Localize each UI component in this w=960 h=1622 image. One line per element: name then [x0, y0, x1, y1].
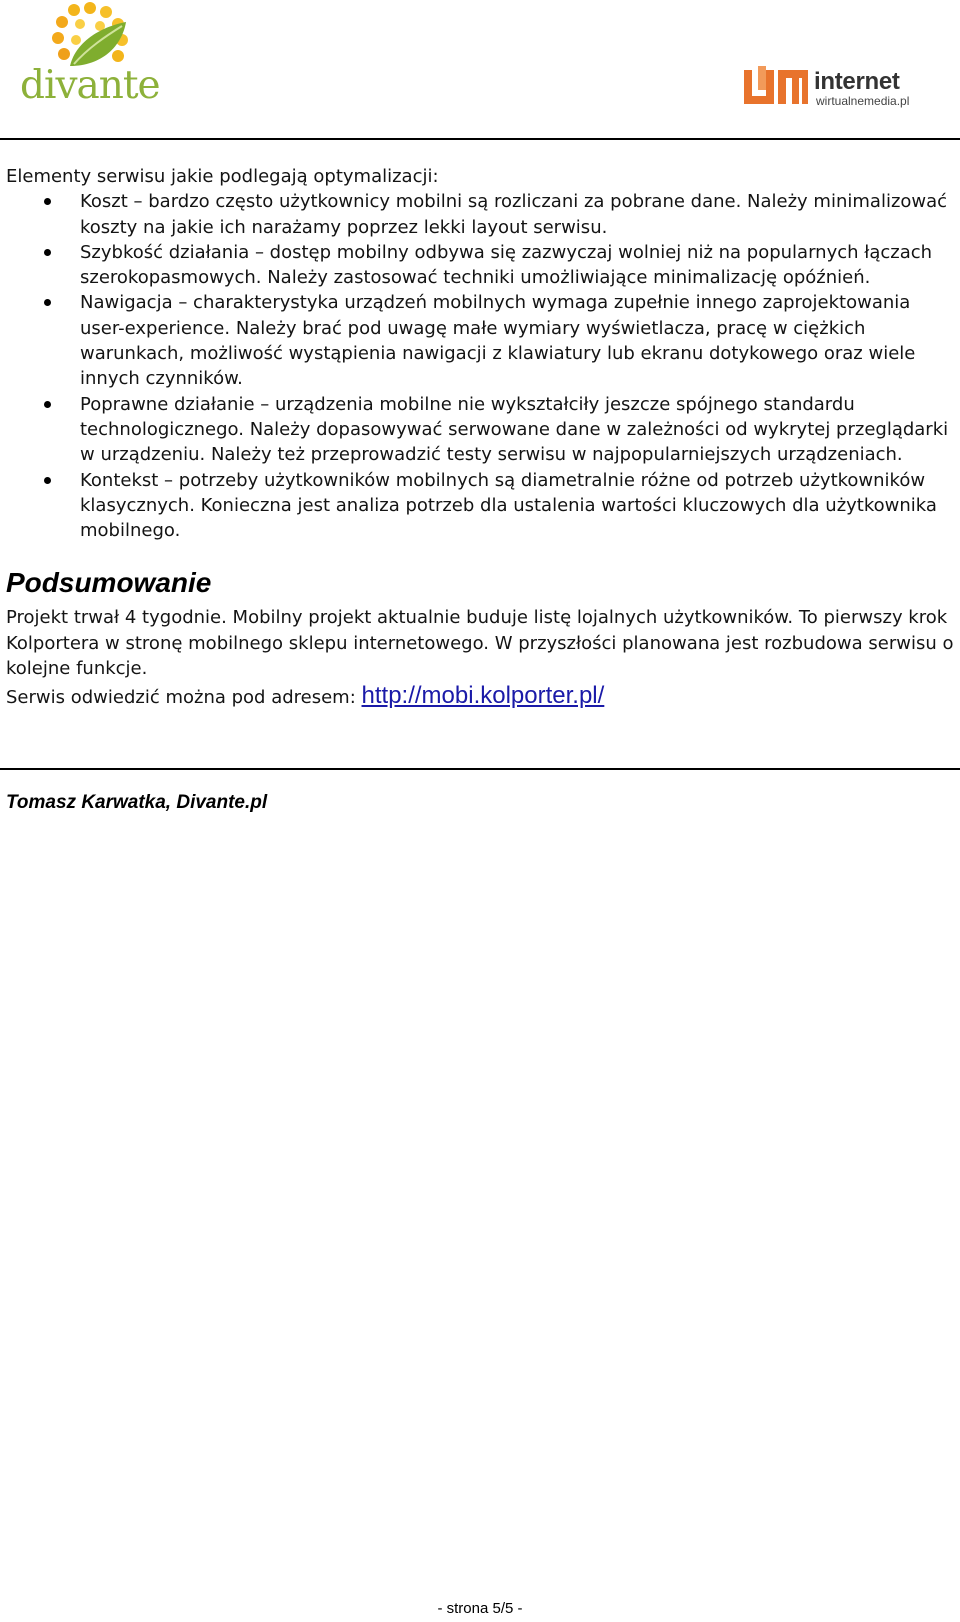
divante-logo	[18, 0, 164, 118]
list-item	[6, 392, 956, 468]
bullet-icon	[44, 198, 51, 205]
author-signature: Tomasz Karwatka, Divante.pl	[6, 792, 268, 813]
list-item-text: Kontekst – potrzeby użytkowników mobilnych są diametralnie różne od potrzeb użytkowników klasycznych. Konieczna jest analiza potrzeb dla ustalenia wartości kluczowych dla użytkownika mobilnego.	[80, 469, 937, 542]
site-link[interactable]: http://mobi.kolporter.pl/	[361, 682, 605, 710]
list-item-text: Poprawne działanie – urządzenia mobilne nie wykształciły jeszcze spójnego standardu technologicznego. Należy dopasowywać serwowane dane w zależności od wykrytej przeglądarki w urządzeniu. Należy też przeprowadzić testy serwisu w najpopularniejszych urządzeniach.	[80, 393, 949, 466]
bullet-icon	[44, 299, 51, 306]
document-body	[6, 164, 956, 711]
page-header	[0, 0, 960, 140]
optimization-list	[6, 189, 956, 543]
divante-wordmark: divante	[20, 63, 160, 108]
list-item-text: Szybkość działania – dostęp mobilny odbywa się zazwyczaj wolniej niż na popularnych łączach szerokopasmowych. Należy zastosować techniki umożliwiające minimalizację opóźnień.	[80, 241, 933, 289]
section-title-summary: Podsumowanie	[6, 567, 212, 599]
author-divider	[0, 768, 960, 770]
wm-sub-text: wirtualnemedia.pl	[816, 94, 910, 108]
page-footer: - strona 5/5 -	[437, 1600, 523, 1617]
header-divider	[0, 138, 960, 140]
wm-logo-icon	[744, 66, 810, 108]
visit-label: Serwis odwiedzić można pod adresem:	[6, 687, 356, 709]
intro-text: Elementy serwisu jakie podlegają optymalizacji:	[6, 166, 439, 187]
list-item	[6, 468, 956, 544]
list-item-text: Koszt – bardzo często użytkownicy mobilni są rozliczani za pobrane dane. Należy minimalizować koszty na jakie ich narażamy poprzez lekki layout serwisu.	[80, 191, 948, 238]
bullet-icon	[44, 401, 51, 408]
list-item	[6, 290, 956, 391]
list-item	[6, 240, 956, 291]
wirtualnemedia-logo	[744, 64, 944, 112]
visit-line	[6, 683, 956, 710]
bullet-icon	[44, 249, 51, 256]
list-item-text: Nawigacja – charakterystyka urządzeń mobilnych wymaga zupełnie innego zaprojektowania user-experience. Należy brać pod uwagę małe wymiary wyświetlacza, pracę w ciężkich warunkach, możliwość wystąpienia nawigacji z klawiatury lub ekranu dotykowego oraz wiele innych czynników.	[80, 292, 916, 390]
wm-brand-text: internet	[814, 68, 900, 95]
bullet-icon	[44, 477, 51, 484]
list-item	[6, 189, 956, 240]
summary-text: Projekt trwał 4 tygodnie. Mobilny projekt aktualnie buduje listę lojalnych użytkowników. To pierwszy krok Kolportera w stronę mobilnego sklepu internetowego. W przyszłości planowana jest rozbudowa serwisu o kolejne funkcje.	[6, 607, 954, 680]
